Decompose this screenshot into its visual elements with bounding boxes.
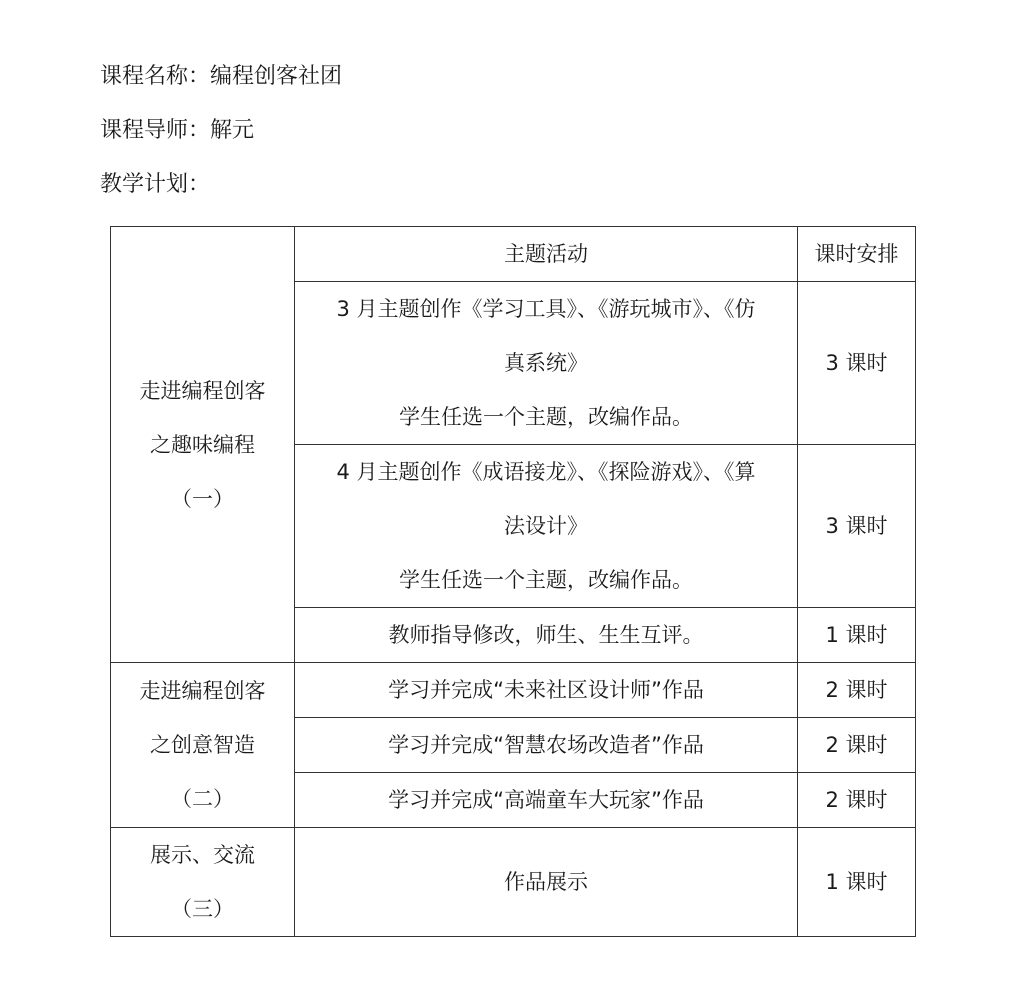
teaching-plan-table bbox=[110, 226, 916, 937]
section-title-1 bbox=[111, 227, 295, 663]
section-title-line: 之创意智造 bbox=[150, 733, 255, 757]
course-teacher-line bbox=[100, 116, 254, 146]
section-title-line: （二） bbox=[171, 787, 234, 811]
course-name-value: 编程创客社团 bbox=[210, 64, 343, 89]
section-title-line: （三） bbox=[171, 897, 234, 921]
activity-line: 学生任选一个主题，改编作品。 bbox=[399, 568, 693, 592]
activity-line: 法设计》 bbox=[504, 514, 588, 538]
course-name-line bbox=[100, 62, 342, 92]
activity-cell: 学习并完成“智慧农场改造者”作品 bbox=[295, 718, 798, 773]
section-title-line: 走进编程创客 bbox=[139, 679, 266, 703]
activity-line: 学生任选一个主题，改编作品。 bbox=[399, 405, 693, 429]
activity-cell: 学习并完成“未来社区设计师”作品 bbox=[295, 663, 798, 718]
section-title-2 bbox=[111, 663, 295, 828]
activity-cell: 学习并完成“高端童车大玩家”作品 bbox=[295, 773, 798, 828]
course-teacher-value: 解元 bbox=[210, 118, 255, 143]
table-row bbox=[111, 828, 916, 937]
hours-cell: 2 课时 bbox=[798, 773, 916, 828]
activity-line: 真系统》 bbox=[504, 351, 588, 375]
course-teacher-label: 课程导师： bbox=[100, 118, 211, 143]
activity-cell: 教师指导修改，师生、生生互评。 bbox=[295, 608, 798, 663]
section-title-line: （一） bbox=[171, 486, 234, 511]
hours-cell: 2 课时 bbox=[798, 663, 916, 718]
hours-cell: 2 课时 bbox=[798, 718, 916, 773]
teaching-plan-label: 教学计划： bbox=[100, 172, 211, 197]
teaching-plan-heading bbox=[100, 170, 210, 200]
activity-cell: 作品展示 bbox=[295, 828, 798, 937]
column-header-activity: 主题活动 bbox=[295, 227, 798, 282]
hours-cell: 1 课时 bbox=[798, 828, 916, 937]
section-title-line: 走进编程创客 bbox=[139, 378, 266, 403]
table-row bbox=[111, 663, 916, 718]
activity-line: 3 月主题创作《学习工具》、《游玩城市》、《仿 bbox=[336, 297, 756, 321]
section-title-line: 之趣味编程 bbox=[150, 432, 255, 457]
section-title-3 bbox=[111, 828, 295, 937]
table-header-row bbox=[111, 227, 916, 282]
column-header-hours: 课时安排 bbox=[798, 227, 916, 282]
hours-cell: 3 课时 bbox=[798, 445, 916, 608]
activity-line: 4 月主题创作《成语接龙》、《探险游戏》、《算 bbox=[336, 460, 756, 484]
course-name-label: 课程名称： bbox=[100, 64, 211, 89]
section-title-line: 展示、交流 bbox=[150, 843, 255, 867]
activity-cell bbox=[295, 282, 798, 445]
hours-cell: 1 课时 bbox=[798, 608, 916, 663]
activity-cell bbox=[295, 445, 798, 608]
hours-cell: 3 课时 bbox=[798, 282, 916, 445]
